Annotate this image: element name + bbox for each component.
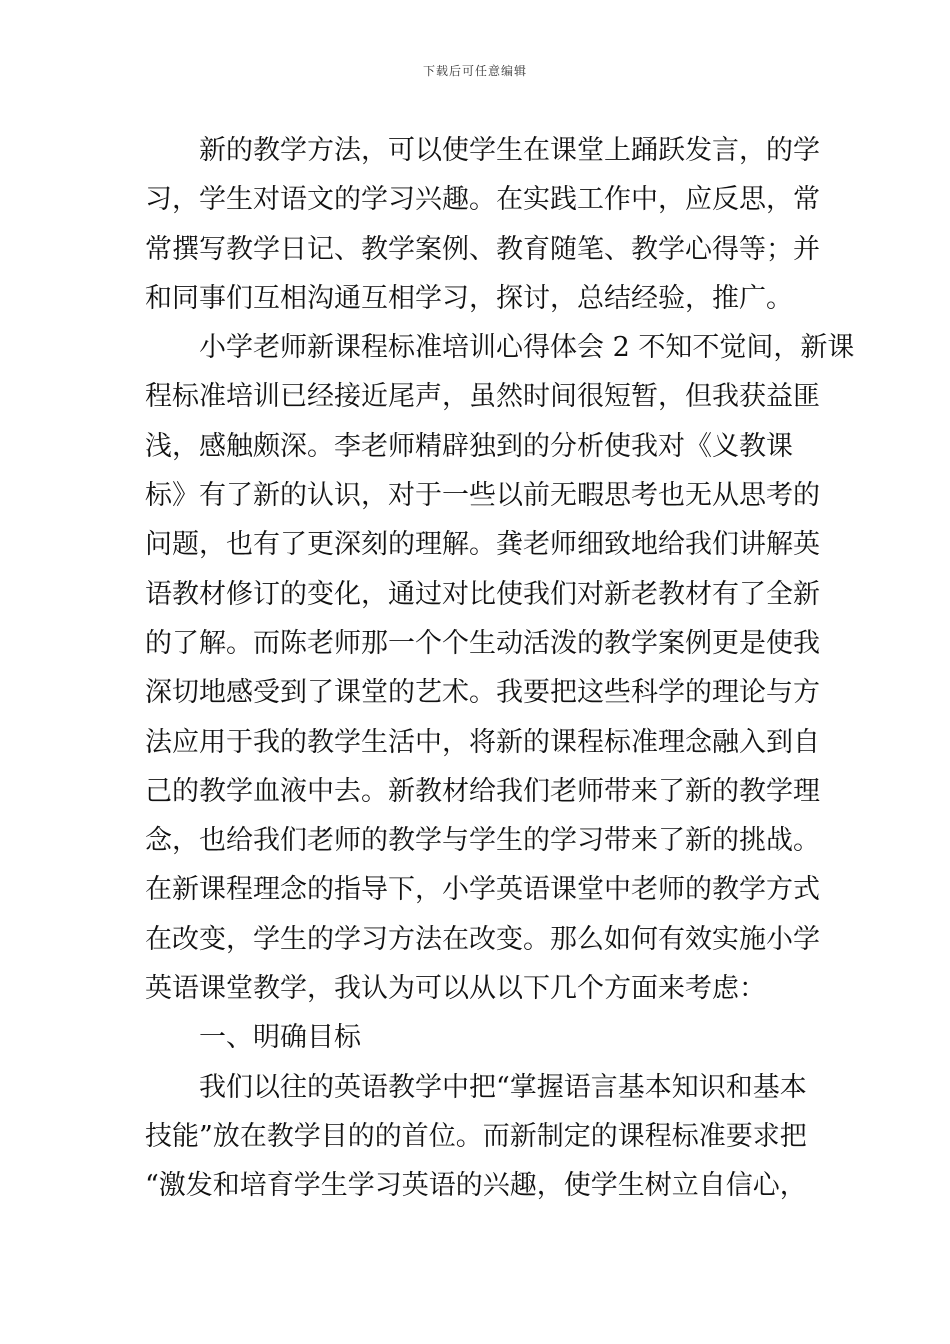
page-header-note: 下载后可任意编辑 — [422, 64, 527, 78]
paragraph — [145, 323, 855, 1013]
section-heading — [145, 1013, 805, 1062]
text-line: 英语课堂教学，我认为可以从以下几个方面来考虑： — [145, 973, 766, 1005]
text-line: 在改变，学生的学习方法在改变。那么如何有效实施小学 — [145, 923, 820, 955]
text-line: 深切地感受到了课堂的艺术。我要把这些科学的理论与方 — [145, 677, 820, 709]
text-line: 语教材修订的变化，通过对比使我们对新老教材有了全新 — [145, 578, 820, 610]
text-line: 习，学生对语文的学习兴趣。在实践工作中，应反思，常 — [145, 184, 820, 216]
text-line: 在新课程理念的指导下，小学英语课堂中老师的教学方式 — [145, 874, 820, 906]
text-line: 我们以往的英语教学中把“掌握语言基本知识和基本 — [199, 1071, 807, 1103]
text-line: 己的教学血液中去。新教材给我们老师带来了新的教学理 — [145, 775, 820, 807]
text-line: 程标准培训已经接近尾声，虽然时间很短暂，但我获益匪 — [145, 381, 820, 413]
text-line: “激发和培育学生学习英语的兴趣，使学生树立自信心， — [145, 1170, 807, 1202]
text-line: 问题，也有了更深刻的理解。龚老师细致地给我们讲解英 — [145, 529, 820, 561]
text-line: 的了解。而陈老师那一个个生动活泼的教学案例更是使我 — [145, 627, 820, 659]
paragraph — [145, 126, 820, 323]
text-line: 小学老师新课程标准培训心得体会 2 不知不觉间，新课 — [199, 332, 855, 364]
document-body — [145, 126, 855, 1211]
text-line: 标》有了新的认识，对于一些以前无暇思考也无从思考的 — [145, 480, 820, 512]
text-line: 技能”放在教学目的的首位。而新制定的课程标准要求把 — [145, 1120, 807, 1152]
paragraph — [145, 1063, 805, 1211]
text-line: 和同事们互相沟通互相学习，探讨，总结经验，推广。 — [145, 282, 793, 314]
text-line: 常撰写教学日记、教学案例、教育随笔、教学心得等；并 — [145, 233, 820, 265]
text-line: 新的教学方法，可以使学生在课堂上踊跃发言，的学 — [199, 135, 820, 166]
text-line: 浅，感触颇深。李老师精辟独到的分析使我对《义教课 — [145, 430, 793, 462]
text-line: 念，也给我们老师的教学与学生的学习带来了新的挑战。 — [145, 825, 820, 857]
text-line: 一、明确目标 — [199, 1022, 361, 1054]
text-line: 法应用于我的教学生活中，将新的课程标准理念融入到自 — [145, 726, 820, 758]
